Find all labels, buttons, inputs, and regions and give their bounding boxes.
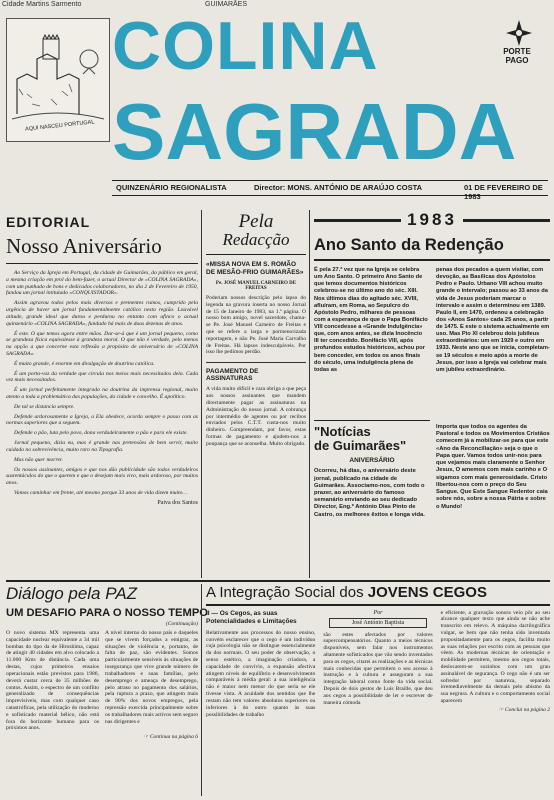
ano-santo-title: Ano Santo da Redenção xyxy=(314,236,504,254)
editorial-paragraph: Mas não quer morrer. xyxy=(14,456,63,463)
ano-santo-col1: É pela 27.ª vez que na Igreja se celebra um Ano Santo. O primeiro Ano Santo de que temos documentos históricos celebrou-se no último ano do séc. XIII. Nos últimos dias do agitado séc. XVIII, afluíram, em Roma, ao Sepulcro do Apóstolo Pedro, milhares de pessoas com a esperança de que o Papa Bonifácio VIII concedesse a «Grande Indulgência» que, com anos antes, se dizia Inocêncio III ter concedido. Bonifácio VIII, após profundos estudos históricos, achou por bem conceder, em todos os anos finais do século, uma indulgência plena de todas as xyxy=(314,267,428,373)
editorial-paragraph: Defende ardorosamente a Igreja, a Ela obedece, acorda sempre o passo com as normas superiores que a seguem. xyxy=(6,413,198,427)
masthead-sketch xyxy=(6,18,110,142)
dialogo-title: Diálogo pela PAZ xyxy=(6,584,138,603)
ano-santo-year-row xyxy=(314,210,550,230)
ano-santo-col2: penas dos pecados a quem visitar, com devoção, as Basílicas dos Apóstolos Pedro e Paulo. Urbano VIII achou muito grande o intervalo; passou ao 33 anos da vida de Jesus poderiam marcar o intervalo e assim o determinou em 1389. Paulo II, em 1470, ordenou a celebração dos «Anos Santos» cada 25 anos, a partir de 1475. E este o sistema actualmente em uso. Mas Pio XI celebrou dois jubileus extraordinários: um em 1929 e outro em 1933. Neste ano que se inicia, completam-se 19 séculos e meio após a morte de Jesus, por isso a Igreja vai celebrar mais um jubileu extraordinário. xyxy=(436,267,550,373)
dialogo-section xyxy=(6,584,209,796)
editorial-signature: Paiva dos Santos xyxy=(157,499,198,506)
jovens-subtitle: II — Os Cegos, as suas Potencialidades e Limitações xyxy=(206,609,297,625)
editorial-title: Nosso Aniversário xyxy=(6,234,198,264)
redaccao-title-line2: Redacção xyxy=(206,231,306,255)
ano-santo-columns xyxy=(314,267,550,374)
jovens-footer-text: Conclui na página 2 xyxy=(504,706,550,713)
rule xyxy=(206,604,550,606)
jovens-right-col xyxy=(441,610,550,719)
top-mid-text: GUIMARÃES xyxy=(205,1,248,8)
rule xyxy=(314,259,550,261)
redaccao-divider xyxy=(206,362,306,363)
noticias-title-line1: "Notícias xyxy=(314,424,371,439)
editorial-section xyxy=(6,214,198,574)
redaccao-title-line1: Pela xyxy=(238,211,274,232)
editorial-paragraph: Os nossos assinantes, amigos e que nos dão publicidade são todos verdadeiros sustentáculos do que o querem e que o desejam mais vivo, mais ardoroso, por muitos anos. xyxy=(6,466,198,487)
noticias-kicker: ANIVERSÁRIO xyxy=(349,457,395,465)
sketch-caption: AQUI NASCEU PORTUGAL xyxy=(24,119,95,133)
redaccao-news-text: Poderiam nossos descrição pelo lapso do legenda na gravura inserta no nosso Jornal de 15 de Janeiro de 1983, na 1.ª página. O nosso bom amigo, novel sacerdote, chama-se Pe. José Manuel Carneiro de Freitas e que se refere a larga e pormenorizada reportagem, e não Pe. José Maria Carvalho de Freitas. Há lapsos indesculpáveis. Por isso lhe pedimos perdão. xyxy=(206,294,306,356)
dialogo-col1: O novo sistema MX representa uma capacidade nuclear equivalente a 34 mil bombas do tipo da de Hiroshima, capaz de atingir 40 cidades em alvo colocado a 11.000 Kms de distância. Cada uma destas, cujos primeiros ensaios operacionais estão previstos para 1986, deverá custar cerca de 35 milhões de contos. Assim, o espectro de um conflito generalizado de consequências imprevisíveis, mas com qualquer caso catastróficas, pela utilização do moderno e sofisticado material bélico, não está fora do horizonte humano para os próximos anos. xyxy=(6,630,99,732)
section-rule xyxy=(6,580,550,582)
editorial-paragraph: É este. O que temos agora entre mãos. Dar-se-á que é um jornal pequeno, como se grandeza física equivalesse à grandeza moral. O que não é verdade, pelo menos na opção a que concerne esta reflexão a propósito de aniversário de «COLINA SAGRADA». xyxy=(6,330,198,357)
jovens-section xyxy=(206,584,550,796)
jovens-mid-col xyxy=(323,610,432,719)
dateline-bar xyxy=(112,180,548,201)
periodicity: QUINZENÁRIO REGIONALISTA xyxy=(116,183,227,192)
column-divider xyxy=(201,210,202,578)
director: Director: MONS. ANTÓNIO DE ARAÚJO COSTA xyxy=(254,183,423,192)
jovens-title-part2: JOVENS CEGOS xyxy=(367,584,487,601)
editorial-paragraph: Defende o pão, luta pelo povo, dona verdadeiramente o pão e para ele existe. xyxy=(14,430,188,437)
dialogo-continuation: (Continuação) xyxy=(165,621,198,627)
jovens-columns xyxy=(206,610,550,719)
masthead-title-line2: SAGRADA xyxy=(112,87,517,176)
column-divider xyxy=(201,584,202,796)
pointing-hand-icon: ☞ xyxy=(498,706,505,713)
editorial-paragraph: De tal se distancia sempre. xyxy=(14,403,75,410)
jovens-footer xyxy=(441,707,550,713)
issue-date: 01 DE FEVEREIRO DE 1983 xyxy=(464,183,543,201)
noticias-box xyxy=(314,420,430,570)
editorial-kicker: EDITORIAL xyxy=(6,214,91,230)
ano-santo-year: 1983 xyxy=(407,210,457,229)
pago-label: PAGO xyxy=(505,55,529,65)
editorial-paragraph: Ao Serviço da Igreja em Portugal, da cidade de Guimarães, do público em geral, a mesma criação em prol do bem-fazer, o actual Director de «COLINA SAGRADA», com um punhado de bons e dedicados colaboradores, no dia 2 de Fevereiro de 1950, fundou um jornal intitulado «CONQUISTADOR». xyxy=(6,270,198,297)
redaccao-sub-text: A vida muito difícil e cara obriga a que peça aos nossos assinantes que mandem directamente pagar as assinaturas na Administração do nosso jornal. A cobrança por intermédio de agentes ou por recibos enviados pelos C.T.T. custa-nos muito dinheiro. Compreendam, por favor, estas formas de pagamento e ajudem-nos a poupança que se aconselha. Muito obrigado. xyxy=(206,386,306,447)
editorial-paragraph: É muito grande, é enorme em divulgação de doutrina católica. xyxy=(14,360,155,367)
editorial-paragraph: Assim agravou todos pelos mais diversos e prementes rumos, cumprido pela urgência de haver um jornal fundamentalmente católico nesta região. Louvável atitude, grande ideal que durou e perdurou no entanto com afinco o actual quinzenário «COLINA SAGRADA», fundado há mais de duas dezenas de anos. xyxy=(6,300,198,327)
jovens-col1: Relativamente aos processos do nosso ensino, convém esclarecer que o cego é um indivíduo cuja psicologia não se distingue essencialmente da dos normais. O seu poder de observação, o senso estético, a imaginação criadora, a capacidade de convívio, a expansão afectiva atingem níveis de equilíbrio e desenvolvimento comparáveis à média geral: a sua inteligência não é maior nem menor do que seria se ele tivesse vista. A acuidade dos sentidos que lhe restam não tem valores absolutos superiores ou inferiores à do outro quanto às suas possibilidades de trabalho xyxy=(206,629,316,718)
jovens-col2: são estes afectados por valores supercompensatórios. Quanto a meios técnicos disponíveis, sem falar nos instrumentos altamente sofisticados que vão sendo inventados para os cegos, citarei as realizações e as técnicas mais conhecidas que permitem o seu acesso à instrução e à cultura e asseguram a sua integração laboral como fonte da vida social. Depois de dois gestos de Luís Braille, que deu aos cegos a possibilidade de ler e escrever de maneira cómoda xyxy=(323,631,433,706)
dialogo-col2: A nível interno do nosso país e daqueles que se vivem forçados a emigrar, as situações de violência e, portanto, de falta de paz, são evidentes. Somos particularmente sensíveis às situações de insegurança que vive grande número de trabalhadores e suas famílias, pelo desemprego e ameaça de desemprego, pelo atraso no pagamento dos salários, pela ruptura a prazo, que atingem mais de 90% dos novos empregos, pela repressão exercida principalmente sobre os trabalhadores mais activos sem seguro nas dirigentes e xyxy=(105,630,198,725)
dialogo-subtitle: UM DESAFIO PARA O NOSSO TEMPO xyxy=(6,607,209,619)
dialogo-columns xyxy=(6,630,198,732)
rule xyxy=(463,219,550,222)
noticias-title-line2: de Guimarães" xyxy=(314,437,407,453)
ano-santo-section xyxy=(314,210,550,426)
ano-santo-continuation: Importa que todos os agentes da Pastoral e todos os Movimentos Cristãos comecem já a mobilizar-se para que este «Ano da Reconciliação» seja o que o Papa quer. Vamos todos unir-nos para que vejamos mais claramente o Senhor Jesus, O amemos com mais carinho e O sigamos com mais generosidade. Cristo libertou-nos com o preço do Seu Sangue. Que Este Sangue Redentor caia sobre nós, sobre a nossa Pátria e sobre o Mundo! xyxy=(436,424,550,510)
pointing-hand-icon: ☞ xyxy=(143,734,150,741)
rule xyxy=(314,219,401,222)
jovens-by: Por xyxy=(373,609,383,616)
top-left-text: Cidade Martins Sarmento xyxy=(2,1,82,8)
editorial-paragraph: Vamos caminhar em frente, até mesmo porque 33 anos de vida dizem muito… xyxy=(14,489,188,496)
jovens-title xyxy=(206,584,550,601)
jovens-left-col xyxy=(206,610,315,719)
editorial-paragraph: Jornal pequeno, dizia eu, mas é grande nas pretensões de bem servir, muito cuidado no sobrevivência, muito raro na Tipografia. xyxy=(6,440,198,453)
editorial-paragraph: É um jornal perfeitamente integrado na doutrina da imprensa regional, muito atento a toda a problemática das populações, da cidade e concelho. É apolítico. xyxy=(6,387,198,400)
porte-label: PORTE xyxy=(503,47,531,56)
masthead-title-line1: COLINA xyxy=(112,8,379,84)
editorial-paragraph: É um porta-voz da verdade que circula nos meios mais necessitados dela. Cada vez mais necessitados. xyxy=(6,370,198,384)
noticias-text: Ocorreu, há dias, o aniversário deste jornal, publicado na cidade de Guimarães. Associamo-nos, com todo o prazer, ao aniversário do famoso semanário enviando ao seu dedicado Director, Eng.º António Dias Pinto de Castro, os melhores êxitos e longa vida. xyxy=(314,468,425,518)
rule xyxy=(314,420,430,421)
column-divider xyxy=(309,210,310,578)
redaccao-news-author: Pe. JOSÉ MANUEL CARNEIRO DE FREITAS xyxy=(215,280,297,291)
editorial-body xyxy=(6,270,198,497)
porte-pago-box xyxy=(492,48,542,66)
dialogo-footer xyxy=(6,734,198,740)
dialogo-footer-text: Continua na página 6 xyxy=(149,734,198,741)
jovens-title-part1: A Integração Social dos xyxy=(206,584,368,601)
redaccao-sub-title: PAGAMENTO DE ASSINATURAS xyxy=(206,368,259,383)
redaccao-section xyxy=(206,212,306,572)
jovens-author: José António Baptista xyxy=(329,618,426,628)
redaccao-news-title: «MISSA NOVA EM S. ROMÃO DE MESÃO-FRIO GUIMARÃES» xyxy=(206,260,304,276)
jovens-col3: e eficiente, a gravação sonora veio pôr ao seu alcance qualquer texto que ainda se não ache transcrito em relevo. A máquina dactilográfica vulgar, se bem que não tenha sido inventada propositadamente para os cegos, facilita muito as suas relações por escrito com as pessoas que vêem. As modernas técnicas de orientação e mobilidade permitem, mesmo aos cegos totais, deslocarem-se sozinhos com um grau assinalável de segurança. O cego não é um ser sofredor por natureza, separado irremediavelmente da demais pelo abismo da sua negrura. A cultura e o comportamento social aparecem xyxy=(440,609,550,705)
